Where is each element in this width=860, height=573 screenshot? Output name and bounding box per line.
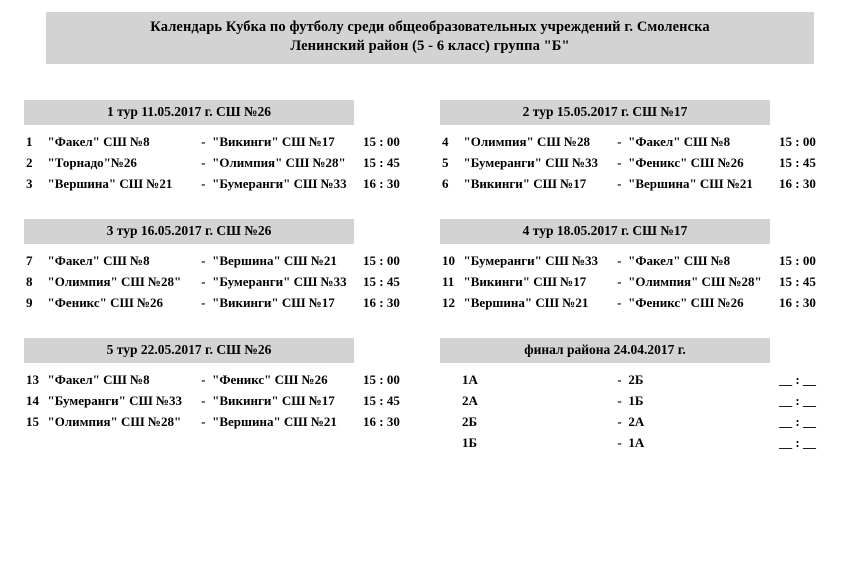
- home-team: "Вершина" СШ №21: [47, 176, 173, 191]
- versus-separator: -: [617, 414, 622, 429]
- home-team: "Бумеранги" СШ №33: [463, 253, 599, 268]
- match-number: 12: [442, 295, 455, 310]
- match-row: [24, 152, 414, 173]
- versus-separator: -: [617, 274, 622, 289]
- versus-separator: -: [201, 176, 206, 191]
- away-team: 2Б: [628, 372, 644, 387]
- round-block: [24, 219, 414, 313]
- match-time: 15 : 45: [779, 155, 816, 170]
- round-header: 3 тур 16.05.2017 г. СШ №26: [24, 219, 354, 244]
- block-spacer: [440, 205, 830, 219]
- home-team: "Факел" СШ №8: [47, 372, 150, 387]
- home-team: "Торнадо"№26: [47, 155, 137, 170]
- home-team: "Феникс" СШ №26: [47, 295, 164, 310]
- match-time: 16 : 30: [363, 295, 400, 310]
- away-team: "Феникс" СШ №26: [212, 372, 328, 387]
- match-time: __ : __: [779, 414, 816, 429]
- home-team: "Олимпия" СШ №28: [463, 134, 590, 149]
- versus-separator: -: [617, 176, 622, 191]
- match-time: 15 : 00: [363, 253, 400, 268]
- away-team: "Вершина" СШ №21: [212, 253, 337, 268]
- home-team: "Факел" СШ №8: [47, 253, 150, 268]
- match-row: [440, 411, 830, 432]
- home-team: "Бумеранги" СШ №33: [463, 155, 599, 170]
- round-header: финал района 24.04.2017 г.: [440, 338, 770, 363]
- match-row: [440, 250, 830, 271]
- round-block: [440, 219, 830, 313]
- versus-separator: -: [201, 372, 206, 387]
- away-team: "Вершина" СШ №21: [628, 176, 753, 191]
- match-number: 2: [26, 155, 33, 170]
- away-team: 1Б: [628, 393, 644, 408]
- versus-separator: -: [617, 393, 622, 408]
- match-list: [24, 369, 414, 432]
- match-number: 7: [26, 253, 33, 268]
- home-team: "Викинги" СШ №17: [463, 176, 587, 191]
- match-number: 1Б: [462, 435, 478, 450]
- match-row: [440, 271, 830, 292]
- versus-separator: -: [201, 414, 206, 429]
- match-number: 10: [442, 253, 455, 268]
- match-row: [440, 369, 830, 390]
- away-team: 2А: [628, 414, 645, 429]
- match-row: [440, 292, 830, 313]
- match-row: [24, 411, 414, 432]
- away-team: 1А: [628, 435, 645, 450]
- versus-separator: -: [201, 393, 206, 408]
- match-number: 5: [442, 155, 449, 170]
- versus-separator: -: [617, 295, 622, 310]
- home-team: "Викинги" СШ №17: [463, 274, 587, 289]
- match-number: 9: [26, 295, 33, 310]
- match-row: [440, 432, 830, 453]
- away-team: "Феникс" СШ №26: [628, 295, 744, 310]
- versus-separator: -: [617, 253, 622, 268]
- block-spacer: [24, 324, 414, 338]
- match-row: [24, 271, 414, 292]
- schedule-column-right: [440, 100, 830, 478]
- match-number: 13: [26, 372, 39, 387]
- away-team: "Викинги" СШ №17: [212, 295, 335, 310]
- match-number: 3: [26, 176, 33, 191]
- round-block: [24, 100, 414, 194]
- match-time: 15 : 45: [363, 155, 400, 170]
- away-team: "Олимпия" СШ №28": [628, 274, 762, 289]
- away-team: "Олимпия" СШ №28": [212, 155, 346, 170]
- match-row: [440, 390, 830, 411]
- match-row: [24, 131, 414, 152]
- round-header: 2 тур 15.05.2017 г. СШ №17: [440, 100, 770, 125]
- away-team: "Викинги" СШ №17: [212, 393, 335, 408]
- match-time: 15 : 45: [779, 274, 816, 289]
- page-title-line-2: Ленинский район (5 - 6 класс) группа "Б": [290, 38, 570, 54]
- versus-separator: -: [617, 134, 622, 149]
- match-row: [440, 173, 830, 194]
- match-number: 4: [442, 134, 449, 149]
- home-team: "Олимпия" СШ №28": [47, 274, 182, 289]
- match-row: [440, 131, 830, 152]
- match-list: [440, 369, 830, 453]
- match-time: 16 : 30: [363, 414, 400, 429]
- versus-separator: -: [201, 155, 206, 170]
- match-number: 2А: [462, 393, 478, 408]
- round-header: 4 тур 18.05.2017 г. СШ №17: [440, 219, 770, 244]
- match-list: [440, 250, 830, 313]
- versus-separator: -: [201, 134, 206, 149]
- page-title-line-1: Календарь Кубка по футболу среди общеобразовательных учреждений г. Смоленска: [150, 19, 710, 35]
- away-team: "Бумеранги" СШ №33: [212, 176, 347, 191]
- away-team: "Факел" СШ №8: [628, 253, 731, 268]
- match-number: 1: [26, 134, 33, 149]
- match-time: 15 : 00: [779, 253, 816, 268]
- match-number: 1А: [462, 372, 478, 387]
- round-header: 1 тур 11.05.2017 г. СШ №26: [24, 100, 354, 125]
- home-team: "Олимпия" СШ №28": [47, 414, 182, 429]
- match-row: [440, 152, 830, 173]
- round-block: [440, 100, 830, 194]
- home-team: "Вершина" СШ №21: [463, 295, 589, 310]
- match-time: __ : __: [779, 435, 816, 450]
- match-row: [24, 369, 414, 390]
- versus-separator: -: [617, 372, 622, 387]
- versus-separator: -: [201, 274, 206, 289]
- versus-separator: -: [617, 155, 622, 170]
- match-time: 15 : 00: [363, 134, 400, 149]
- match-number: 15: [26, 414, 39, 429]
- block-spacer: [24, 443, 414, 457]
- round-block: [440, 338, 830, 453]
- versus-separator: -: [201, 295, 206, 310]
- match-number: 6: [442, 176, 449, 191]
- match-number: 2Б: [462, 414, 478, 429]
- block-spacer: [24, 205, 414, 219]
- match-time: __ : __: [779, 372, 816, 387]
- match-number: 11: [442, 274, 455, 289]
- away-team: "Викинги" СШ №17: [212, 134, 335, 149]
- match-list: [24, 250, 414, 313]
- away-team: "Вершина" СШ №21: [212, 414, 337, 429]
- match-row: [24, 250, 414, 271]
- away-team: "Факел" СШ №8: [628, 134, 731, 149]
- match-number: 14: [26, 393, 39, 408]
- match-time: 16 : 30: [363, 176, 400, 191]
- home-team: "Бумеранги" СШ №33: [47, 393, 183, 408]
- schedule-column-left: [24, 100, 414, 457]
- match-list: [440, 131, 830, 194]
- versus-separator: -: [201, 253, 206, 268]
- match-time: 15 : 00: [779, 134, 816, 149]
- match-time: __ : __: [779, 393, 816, 408]
- round-header: 5 тур 22.05.2017 г. СШ №26: [24, 338, 354, 363]
- away-team: "Феникс" СШ №26: [628, 155, 744, 170]
- match-row: [24, 292, 414, 313]
- match-time: 16 : 30: [779, 295, 816, 310]
- block-spacer: [440, 464, 830, 478]
- versus-separator: -: [617, 435, 622, 450]
- match-row: [24, 173, 414, 194]
- document-title-bar: [46, 12, 814, 64]
- match-row: [24, 390, 414, 411]
- away-team: "Бумеранги" СШ №33: [212, 274, 347, 289]
- match-time: 16 : 30: [779, 176, 816, 191]
- block-spacer: [440, 324, 830, 338]
- match-list: [24, 131, 414, 194]
- match-time: 15 : 45: [363, 274, 400, 289]
- match-number: 8: [26, 274, 33, 289]
- match-time: 15 : 00: [363, 372, 400, 387]
- round-block: [24, 338, 414, 432]
- match-time: 15 : 45: [363, 393, 400, 408]
- home-team: "Факел" СШ №8: [47, 134, 150, 149]
